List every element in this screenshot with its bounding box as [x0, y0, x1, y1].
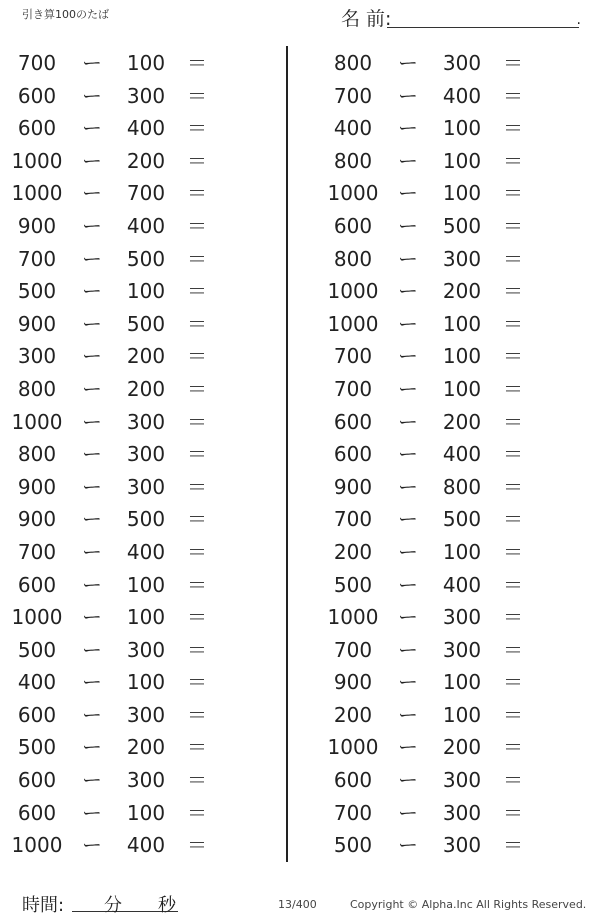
subtrahend: 100 [442, 702, 482, 727]
equals-sign: ＝ [187, 116, 207, 141]
minuend: 600 [17, 572, 57, 597]
minus-sign: ー [398, 181, 418, 206]
subtrahend: 500 [126, 246, 166, 271]
subtrahend: 100 [126, 572, 166, 597]
subtrahend: 300 [442, 833, 482, 858]
minuend: 1000 [11, 148, 63, 173]
minus-sign: ー [398, 768, 418, 793]
name-label: 名 前: [341, 8, 392, 30]
minus-sign: ー [398, 83, 418, 108]
equals-sign: ＝ [503, 83, 523, 108]
minus-sign: ー [82, 572, 102, 597]
minus-sign: ー [398, 702, 418, 727]
minus-sign: ー [82, 181, 102, 206]
equals-sign: ＝ [503, 344, 523, 369]
subtrahend: 300 [442, 800, 482, 825]
equals-sign: ＝ [503, 768, 523, 793]
subtrahend: 300 [442, 768, 482, 793]
name-end-mark: . [576, 12, 581, 28]
subtrahend: 500 [442, 507, 482, 532]
subtrahend: 200 [126, 376, 166, 401]
minuend: 500 [333, 833, 373, 858]
equals-sign: ＝ [503, 442, 523, 467]
minuend: 600 [17, 702, 57, 727]
subtrahend: 400 [442, 83, 482, 108]
minus-sign: ー [82, 507, 102, 532]
minus-sign: ー [82, 344, 102, 369]
equals-sign: ＝ [503, 51, 523, 75]
minuend: 700 [333, 507, 373, 532]
minuend: 800 [17, 442, 57, 467]
equals-sign: ＝ [187, 213, 207, 238]
minuend: 900 [17, 507, 57, 532]
equals-sign: ＝ [503, 376, 523, 401]
equals-sign: ＝ [187, 768, 207, 793]
equals-sign: ＝ [503, 311, 523, 336]
equals-sign: ＝ [187, 51, 207, 75]
subtrahend: 500 [126, 507, 166, 532]
minus-sign: ー [398, 279, 418, 304]
minuend: 800 [17, 376, 57, 401]
minuend: 500 [17, 279, 57, 304]
minus-sign: ー [398, 507, 418, 532]
minus-sign: ー [398, 800, 418, 825]
minus-sign: ー [398, 735, 418, 760]
equals-sign: ＝ [503, 670, 523, 695]
equals-sign: ＝ [503, 279, 523, 304]
equals-sign: ＝ [503, 702, 523, 727]
footer [0, 885, 600, 917]
equals-sign: ＝ [503, 833, 523, 858]
minus-sign: ー [398, 572, 418, 597]
subtrahend: 300 [126, 409, 166, 434]
subtrahend: 300 [126, 442, 166, 467]
subtrahend: 200 [442, 279, 482, 304]
minus-sign: ー [398, 474, 418, 499]
minus-sign: ー [82, 768, 102, 793]
subtrahend: 400 [442, 572, 482, 597]
minus-sign: ー [82, 800, 102, 825]
equals-sign: ＝ [187, 344, 207, 369]
minuend: 300 [17, 344, 57, 369]
subtrahend: 100 [126, 605, 166, 630]
equals-sign: ＝ [503, 148, 523, 173]
subtrahend: 100 [442, 116, 482, 141]
equals-sign: ＝ [187, 572, 207, 597]
subtrahend: 300 [126, 637, 166, 662]
minuend: 700 [17, 246, 57, 271]
equals-sign: ＝ [187, 311, 207, 336]
subtrahend: 300 [126, 474, 166, 499]
minus-sign: ー [82, 474, 102, 499]
subtrahend: 200 [126, 344, 166, 369]
minutes-label: 分 [104, 895, 122, 916]
subtrahend: 300 [126, 702, 166, 727]
equals-sign: ＝ [187, 148, 207, 173]
minuend: 500 [17, 735, 57, 760]
minuend: 600 [333, 213, 373, 238]
equals-sign: ＝ [187, 474, 207, 499]
subtrahend: 300 [126, 83, 166, 108]
minus-sign: ー [398, 213, 418, 238]
subtrahend: 300 [126, 768, 166, 793]
minuend: 600 [17, 116, 57, 141]
minus-sign: ー [398, 637, 418, 662]
minus-sign: ー [398, 344, 418, 369]
minuend: 700 [333, 800, 373, 825]
subtrahend: 100 [442, 670, 482, 695]
name-underline [387, 27, 579, 28]
equals-sign: ＝ [503, 605, 523, 630]
minuend: 900 [17, 311, 57, 336]
subtrahend: 100 [442, 148, 482, 173]
minus-sign: ー [82, 51, 102, 75]
minus-sign: ー [398, 51, 418, 75]
subtrahend: 300 [442, 51, 482, 75]
minus-sign: ー [82, 83, 102, 108]
minus-sign: ー [82, 376, 102, 401]
subtrahend: 100 [442, 344, 482, 369]
time-label: 時間: [22, 895, 65, 916]
subtrahend: 400 [126, 213, 166, 238]
subtrahend: 100 [442, 376, 482, 401]
equals-sign: ＝ [503, 116, 523, 141]
equals-sign: ＝ [503, 474, 523, 499]
minus-sign: ー [398, 670, 418, 695]
minuend: 700 [333, 376, 373, 401]
equals-sign: ＝ [187, 279, 207, 304]
subtrahend: 500 [442, 213, 482, 238]
minus-sign: ー [82, 148, 102, 173]
minus-sign: ー [82, 605, 102, 630]
subtrahend: 500 [126, 311, 166, 336]
minuend: 600 [17, 800, 57, 825]
seconds-label: 秒 [158, 895, 176, 916]
equals-sign: ＝ [503, 409, 523, 434]
equals-sign: ＝ [187, 376, 207, 401]
equals-sign: ＝ [503, 572, 523, 597]
minus-sign: ー [398, 116, 418, 141]
equals-sign: ＝ [187, 637, 207, 662]
subtrahend: 100 [126, 51, 166, 75]
equals-sign: ＝ [187, 409, 207, 434]
subtrahend: 400 [442, 442, 482, 467]
minus-sign: ー [398, 376, 418, 401]
name-field[interactable] [341, 4, 581, 30]
minuend: 700 [17, 51, 57, 75]
subtrahend: 200 [442, 409, 482, 434]
equals-sign: ＝ [503, 213, 523, 238]
minus-sign: ー [398, 539, 418, 564]
minuend: 700 [333, 637, 373, 662]
minuend: 800 [333, 246, 373, 271]
minuend: 400 [333, 116, 373, 141]
minuend: 800 [333, 148, 373, 173]
page-number: 13/400 [278, 898, 317, 911]
equals-sign: ＝ [503, 800, 523, 825]
minuend: 1000 [11, 833, 63, 858]
minuend: 600 [17, 768, 57, 793]
minus-sign: ー [82, 311, 102, 336]
minuend: 200 [333, 539, 373, 564]
minuend: 400 [17, 670, 57, 695]
subtrahend: 800 [442, 474, 482, 499]
subtrahend: 300 [442, 637, 482, 662]
minus-sign: ー [82, 116, 102, 141]
equals-sign: ＝ [187, 800, 207, 825]
subtrahend: 200 [126, 735, 166, 760]
subtrahend: 100 [442, 539, 482, 564]
minus-sign: ー [82, 409, 102, 434]
subtrahend: 400 [126, 833, 166, 858]
equals-sign: ＝ [187, 181, 207, 206]
minus-sign: ー [398, 409, 418, 434]
copyright: Copyright © Alpha.Inc All Rights Reserved. [350, 898, 587, 911]
minus-sign: ー [82, 539, 102, 564]
equals-sign: ＝ [187, 539, 207, 564]
equals-sign: ＝ [503, 507, 523, 532]
minuend: 1000 [327, 605, 379, 630]
minuend: 1000 [327, 311, 379, 336]
subtrahend: 700 [126, 181, 166, 206]
minuend: 500 [333, 572, 373, 597]
equals-sign: ＝ [503, 246, 523, 271]
minus-sign: ー [82, 637, 102, 662]
minus-sign: ー [398, 311, 418, 336]
minus-sign: ー [82, 213, 102, 238]
minuend: 900 [333, 474, 373, 499]
subtrahend: 300 [442, 246, 482, 271]
equals-sign: ＝ [503, 735, 523, 760]
minus-sign: ー [398, 148, 418, 173]
minus-sign: ー [82, 246, 102, 271]
subtrahend: 400 [126, 116, 166, 141]
minus-sign: ー [82, 279, 102, 304]
minuend: 600 [333, 442, 373, 467]
minuend: 1000 [327, 181, 379, 206]
equals-sign: ＝ [187, 702, 207, 727]
minus-sign: ー [82, 670, 102, 695]
minuend: 500 [17, 637, 57, 662]
minuend: 1000 [327, 735, 379, 760]
minus-sign: ー [82, 833, 102, 858]
minuend: 1000 [11, 409, 63, 434]
minuend: 900 [333, 670, 373, 695]
minuend: 600 [333, 768, 373, 793]
minus-sign: ー [398, 833, 418, 858]
minus-sign: ー [398, 442, 418, 467]
minus-sign: ー [82, 735, 102, 760]
subtrahend: 400 [126, 539, 166, 564]
subtrahend: 200 [442, 735, 482, 760]
subtrahend: 100 [126, 279, 166, 304]
equals-sign: ＝ [187, 605, 207, 630]
column-divider [286, 46, 288, 862]
equals-sign: ＝ [187, 670, 207, 695]
minuend: 700 [17, 539, 57, 564]
equals-sign: ＝ [187, 246, 207, 271]
minus-sign: ー [398, 605, 418, 630]
minus-sign: ー [398, 246, 418, 271]
equals-sign: ＝ [503, 181, 523, 206]
minuend: 900 [17, 213, 57, 238]
minuend: 900 [17, 474, 57, 499]
equals-sign: ＝ [503, 637, 523, 662]
subtrahend: 100 [442, 311, 482, 336]
equals-sign: ＝ [187, 442, 207, 467]
minus-sign: ー [82, 702, 102, 727]
minuend: 600 [333, 409, 373, 434]
minus-sign: ー [82, 442, 102, 467]
minuend: 600 [17, 83, 57, 108]
minuend: 1000 [11, 181, 63, 206]
subtrahend: 100 [126, 800, 166, 825]
equals-sign: ＝ [187, 735, 207, 760]
minuend: 800 [333, 51, 373, 75]
equals-sign: ＝ [503, 539, 523, 564]
equals-sign: ＝ [187, 507, 207, 532]
minuend: 1000 [11, 605, 63, 630]
subtrahend: 300 [442, 605, 482, 630]
worksheet-title: 引き算100のたば [22, 8, 109, 21]
subtrahend: 100 [442, 181, 482, 206]
subtrahend: 200 [126, 148, 166, 173]
equals-sign: ＝ [187, 83, 207, 108]
minuend: 700 [333, 344, 373, 369]
minuend: 200 [333, 702, 373, 727]
equals-sign: ＝ [187, 833, 207, 858]
subtrahend: 100 [126, 670, 166, 695]
minuend: 700 [333, 83, 373, 108]
minuend: 1000 [327, 279, 379, 304]
